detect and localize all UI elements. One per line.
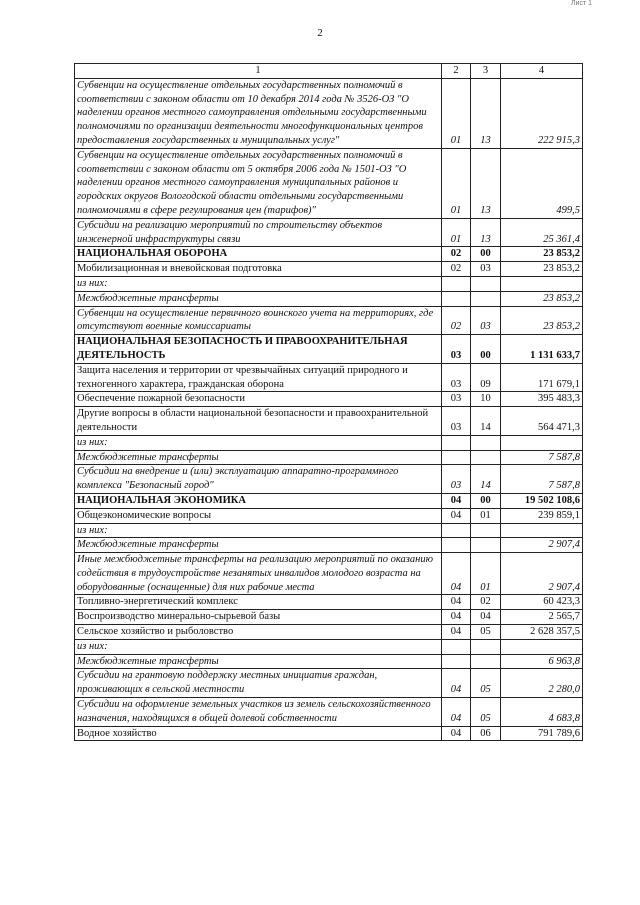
row-amount-cell (501, 523, 583, 538)
row-name-cell: Другие вопросы в области национальной безопасности и правоохранительной деятельности (75, 407, 442, 436)
table-header-row (75, 64, 583, 79)
row-name-cell: Межбюджетные трансферты (75, 291, 442, 306)
table-row (75, 698, 583, 727)
row-amount-cell: 23 853,2 (501, 247, 583, 262)
row-amount-cell: 171 679,1 (501, 363, 583, 392)
row-amount-cell: 2 907,4 (501, 538, 583, 553)
row-name-cell: из них: (75, 523, 442, 538)
row-subsection-code-cell: 01 (471, 508, 501, 523)
row-name-cell: Топливно-энергетический комплекс (75, 595, 442, 610)
row-section-code-cell: 03 (442, 335, 471, 364)
table-row (75, 625, 583, 640)
row-amount-cell (501, 639, 583, 654)
row-section-code-cell: 04 (442, 610, 471, 625)
row-subsection-code-cell (471, 435, 501, 450)
table-row (75, 407, 583, 436)
row-subsection-code-cell: 05 (471, 669, 501, 698)
row-subsection-code-cell: 00 (471, 247, 501, 262)
row-section-code-cell: 04 (442, 508, 471, 523)
row-amount-cell: 791 789,6 (501, 726, 583, 741)
row-name-cell: Межбюджетные трансферты (75, 450, 442, 465)
row-subsection-code-cell: 13 (471, 148, 501, 218)
table-row (75, 148, 583, 218)
row-section-code-cell: 03 (442, 407, 471, 436)
row-section-code-cell: 01 (442, 148, 471, 218)
row-subsection-code-cell: 05 (471, 625, 501, 640)
table-row (75, 465, 583, 494)
row-section-code-cell: 04 (442, 726, 471, 741)
row-section-code-cell: 02 (442, 262, 471, 277)
row-subsection-code-cell: 00 (471, 335, 501, 364)
row-name-cell: НАЦИОНАЛЬНАЯ БЕЗОПАСНОСТЬ И ПРАВООХРАНИТЕЛЬНАЯ ДЕЯТЕЛЬНОСТЬ (75, 335, 442, 364)
table-body (75, 78, 583, 741)
column-header-4: 4 (501, 64, 583, 79)
row-name-cell: Субсидии на реализацию мероприятий по строительству объектов инженерной инфраструктуры связи (75, 218, 442, 247)
row-name-cell: Субсидии на оформление земельных участков из земель сельскохозяйственного назначения, находящихся в общей долевой собственности (75, 698, 442, 727)
corner-mark: Лист 1 (570, 0, 592, 7)
row-name-cell: Иные межбюджетные трансферты на реализацию мероприятий по оказанию содействия в трудоустройстве незанятых инвалидов молодого возраста на оборудованные (оснащенные) для них рабочие места (75, 553, 442, 595)
row-name-cell: Субсидии на грантовую поддержку местных инициатив граждан, проживающих в сельской местности (75, 669, 442, 698)
table-row (75, 450, 583, 465)
row-subsection-code-cell: 13 (471, 218, 501, 247)
table-row (75, 523, 583, 538)
row-amount-cell: 7 587,8 (501, 450, 583, 465)
row-section-code-cell (442, 654, 471, 669)
row-amount-cell: 1 131 633,7 (501, 335, 583, 364)
row-name-cell: Субсидии на внедрение и (или) эксплуатацию аппаратно-программного комплекса "Безопасный город" (75, 465, 442, 494)
row-amount-cell (501, 435, 583, 450)
row-amount-cell: 7 587,8 (501, 465, 583, 494)
table-row (75, 726, 583, 741)
table-row (75, 610, 583, 625)
table-row (75, 508, 583, 523)
row-section-code-cell: 04 (442, 698, 471, 727)
row-amount-cell: 23 853,2 (501, 306, 583, 335)
row-name-cell: Межбюджетные трансферты (75, 654, 442, 669)
table-row (75, 78, 583, 148)
row-section-code-cell: 04 (442, 595, 471, 610)
row-name-cell: из них: (75, 276, 442, 291)
row-section-code-cell (442, 276, 471, 291)
row-section-code-cell (442, 291, 471, 306)
row-name-cell: Обеспечение пожарной безопасности (75, 392, 442, 407)
row-subsection-code-cell: 05 (471, 698, 501, 727)
row-amount-cell: 2 907,4 (501, 553, 583, 595)
column-header-3: 3 (471, 64, 501, 79)
table-row (75, 276, 583, 291)
row-name-cell: Субвенции на осуществление первичного воинского учета на территориях, где отсутствуют военные комиссариаты (75, 306, 442, 335)
row-name-cell: Защита населения и территории от чрезвычайных ситуаций природного и техногенного характера, гражданская оборона (75, 363, 442, 392)
row-amount-cell: 2 565,7 (501, 610, 583, 625)
row-name-cell: Воспроизводство минерально-сырьевой базы (75, 610, 442, 625)
row-section-code-cell: 03 (442, 363, 471, 392)
row-name-cell: из них: (75, 435, 442, 450)
table-row (75, 669, 583, 698)
row-section-code-cell: 04 (442, 553, 471, 595)
table-row (75, 306, 583, 335)
row-name-cell: Сельское хозяйство и рыболовство (75, 625, 442, 640)
row-subsection-code-cell: 14 (471, 465, 501, 494)
row-subsection-code-cell (471, 523, 501, 538)
table-row (75, 392, 583, 407)
row-subsection-code-cell: 13 (471, 78, 501, 148)
row-name-cell: НАЦИОНАЛЬНАЯ ЭКОНОМИКА (75, 493, 442, 508)
row-section-code-cell: 02 (442, 306, 471, 335)
row-amount-cell: 60 423,3 (501, 595, 583, 610)
row-name-cell: НАЦИОНАЛЬНАЯ ОБОРОНА (75, 247, 442, 262)
row-amount-cell: 222 915,3 (501, 78, 583, 148)
row-subsection-code-cell: 01 (471, 553, 501, 595)
row-subsection-code-cell (471, 654, 501, 669)
row-subsection-code-cell: 03 (471, 306, 501, 335)
row-subsection-code-cell: 03 (471, 262, 501, 277)
row-subsection-code-cell (471, 291, 501, 306)
table-row (75, 335, 583, 364)
row-subsection-code-cell (471, 639, 501, 654)
row-section-code-cell: 01 (442, 78, 471, 148)
row-amount-cell: 239 859,1 (501, 508, 583, 523)
table-row (75, 291, 583, 306)
row-section-code-cell: 02 (442, 247, 471, 262)
row-amount-cell: 395 483,3 (501, 392, 583, 407)
row-subsection-code-cell: 04 (471, 610, 501, 625)
table-row (75, 262, 583, 277)
row-section-code-cell: 03 (442, 465, 471, 494)
row-amount-cell (501, 276, 583, 291)
row-section-code-cell: 03 (442, 392, 471, 407)
table-row (75, 538, 583, 553)
row-amount-cell: 2 280,0 (501, 669, 583, 698)
row-section-code-cell (442, 450, 471, 465)
column-header-1: 1 (75, 64, 442, 79)
row-subsection-code-cell: 14 (471, 407, 501, 436)
row-section-code-cell: 04 (442, 625, 471, 640)
table-row (75, 553, 583, 595)
row-section-code-cell (442, 435, 471, 450)
row-amount-cell: 6 963,8 (501, 654, 583, 669)
row-name-cell: Субвенции на осуществление отдельных государственных полномочий в соответствии с законом области от 10 декабря 2014 года № 3526-ОЗ "О наделении органов местного самоуправления отдельными государственными полномочиями по организации деятельности многофункциональных центров предоставления государственных и муниципальных услуг" (75, 78, 442, 148)
row-section-code-cell: 04 (442, 493, 471, 508)
budget-table (74, 63, 583, 741)
row-amount-cell: 2 628 357,5 (501, 625, 583, 640)
row-section-code-cell: 01 (442, 218, 471, 247)
row-subsection-code-cell: 00 (471, 493, 501, 508)
table-row (75, 639, 583, 654)
row-subsection-code-cell: 06 (471, 726, 501, 741)
table-row (75, 218, 583, 247)
column-header-2: 2 (442, 64, 471, 79)
row-subsection-code-cell: 09 (471, 363, 501, 392)
row-section-code-cell (442, 523, 471, 538)
table-row (75, 595, 583, 610)
row-subsection-code-cell: 02 (471, 595, 501, 610)
row-subsection-code-cell (471, 538, 501, 553)
row-amount-cell: 25 361,4 (501, 218, 583, 247)
row-name-cell: Мобилизационная и вневойсковая подготовка (75, 262, 442, 277)
row-amount-cell: 499,5 (501, 148, 583, 218)
page-number: 2 (317, 27, 323, 39)
row-subsection-code-cell: 10 (471, 392, 501, 407)
table-row (75, 654, 583, 669)
row-amount-cell: 19 502 108,6 (501, 493, 583, 508)
row-section-code-cell (442, 538, 471, 553)
row-amount-cell: 564 471,3 (501, 407, 583, 436)
row-subsection-code-cell (471, 276, 501, 291)
table-row (75, 493, 583, 508)
row-amount-cell: 23 853,2 (501, 262, 583, 277)
row-section-code-cell (442, 639, 471, 654)
row-section-code-cell: 04 (442, 669, 471, 698)
row-name-cell: Субвенции на осуществление отдельных государственных полномочий в соответствии с законом области от 5 октября 2006 года № 1501-ОЗ "О наделении органов местного самоуправления муниципальных районов и городских округов Вологодской области отдельными государственными полномочиями в сфере регулирования цен (тарифов)" (75, 148, 442, 218)
row-amount-cell: 23 853,2 (501, 291, 583, 306)
row-name-cell: Водное хозяйство (75, 726, 442, 741)
row-name-cell: Общеэкономические вопросы (75, 508, 442, 523)
table-row (75, 363, 583, 392)
table-row (75, 247, 583, 262)
row-subsection-code-cell (471, 450, 501, 465)
row-amount-cell: 4 683,8 (501, 698, 583, 727)
row-name-cell: из них: (75, 639, 442, 654)
row-name-cell: Межбюджетные трансферты (75, 538, 442, 553)
table-row (75, 435, 583, 450)
